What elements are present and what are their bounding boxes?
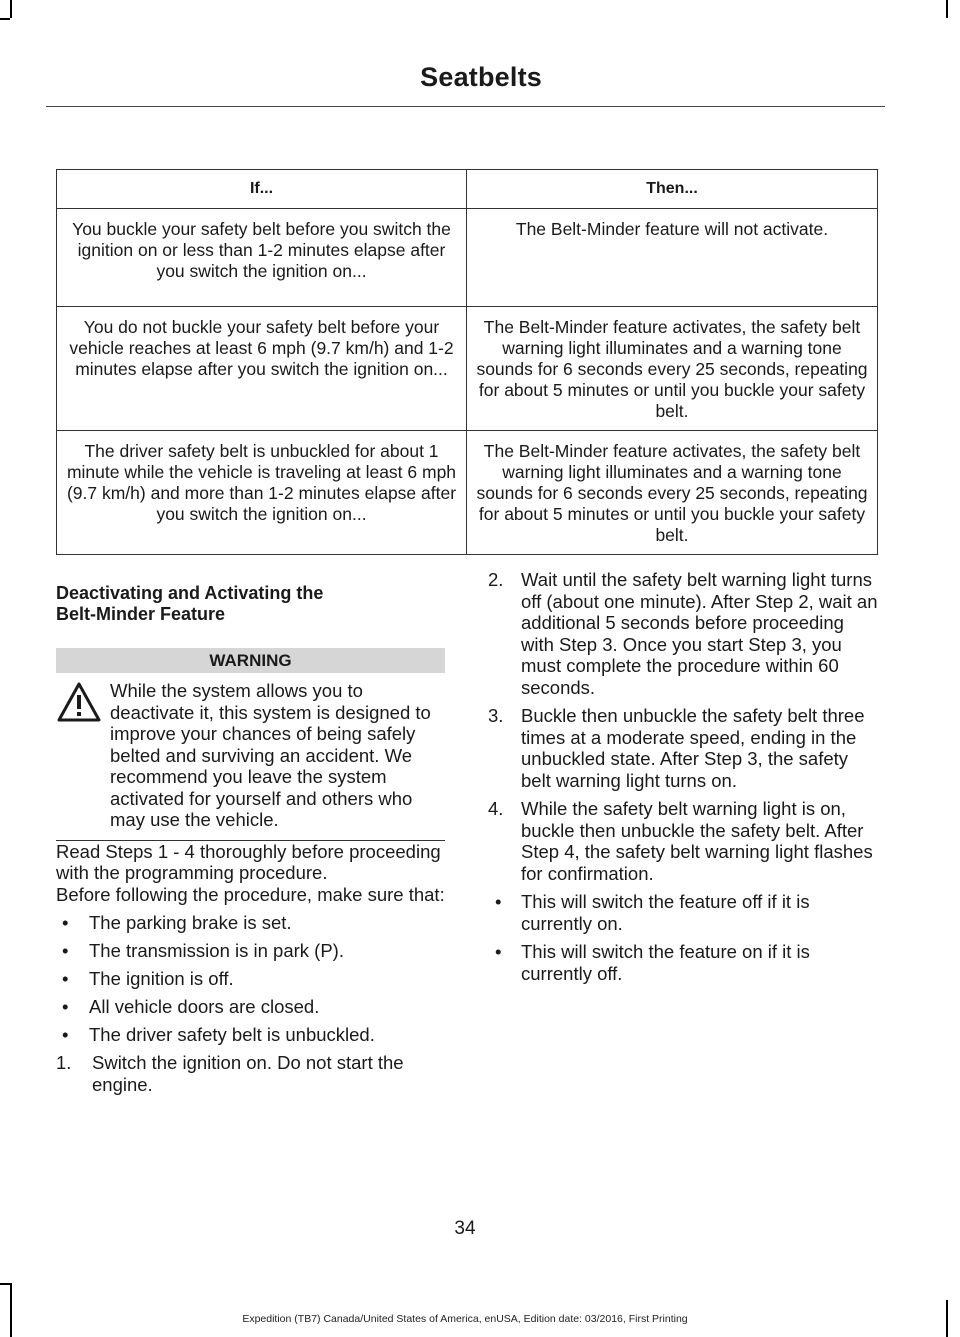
list-item-text: This will switch the feature on if it is currently off. (521, 941, 810, 984)
list-item (56, 940, 445, 962)
table-cell-then: The Belt-Minder feature will not activate. (467, 209, 878, 307)
page-title: Seatbelts (420, 62, 542, 92)
read-steps-text: Read Steps 1 - 4 thoroughly before proceeding with the programming procedure. (56, 840, 441, 883)
list-item-text: The parking brake is set. (89, 912, 292, 933)
bullet-mark: • (62, 940, 69, 961)
bullet-mark: • (62, 912, 69, 933)
table-header-row (57, 170, 878, 209)
step-item (485, 798, 878, 884)
table-cell-if: You buckle your safety belt before you switch the ignition on or less than 1-2 minutes elapse after you switch the ignition on... (57, 209, 467, 307)
crop-mark-top-right-vertical (946, 0, 948, 18)
warning-triangle-icon (56, 680, 102, 724)
left-column (56, 583, 445, 1102)
step-number: 1. (56, 1052, 72, 1073)
page-number: 34 (454, 1218, 476, 1239)
list-item (56, 912, 445, 934)
bullet-mark: • (62, 996, 69, 1017)
table-cell-if: You do not buckle your safety belt before your vehicle reaches at least 6 mph (9.7 km/h) and 1-2 minutes elapse after you switch the ignition on... (57, 307, 467, 431)
list-item-text: All vehicle doors are closed. (89, 996, 320, 1017)
list-item-text: This will switch the feature off if it is currently on. (521, 891, 810, 934)
list-item (56, 1024, 445, 1046)
bullet-mark: • (62, 1024, 69, 1045)
step-text: Buckle then unbuckle the safety belt three times at a moderate speed, ending in the unbuckled state. After Step 3, the safety belt warning light turns on. (521, 705, 865, 791)
prerequisite-list (56, 912, 445, 1046)
bullet-mark: • (495, 891, 502, 912)
table-cell-if: The driver safety belt is unbuckled for about 1 minute while the vehicle is traveling at least 6 mph (9.7 km/h) and more than 1-2 minutes elapse after you switch the ignition on... (57, 431, 467, 555)
section-heading-line-2: Belt-Minder Feature (56, 604, 226, 624)
list-item-text: The ignition is off. (89, 968, 234, 989)
crop-mark-bottom-left-horizontal (0, 1283, 12, 1285)
table-cell-then: The Belt-Minder feature activates, the safety belt warning light illuminates and a warning tone sounds for 6 seconds every 25 seconds, repeating for about 5 minutes or until you buckle your safety belt. (467, 307, 878, 431)
outcome-list (485, 891, 878, 984)
crop-mark-top-left-horizontal (0, 18, 10, 20)
table-cell-then: The Belt-Minder feature activates, the safety belt warning light illuminates and a warning tone sounds for 6 seconds every 25 seconds, repeating for about 5 minutes or until you buckle your safety belt. (467, 431, 878, 555)
step-list-part-2 (485, 569, 878, 884)
column-header-then: Then... (467, 170, 878, 209)
warning-box (56, 680, 445, 831)
step-item (485, 705, 878, 791)
section-heading (56, 583, 445, 625)
step-number: 3. (488, 705, 504, 726)
footer-text: Expedition (TB7) Canada/United States of America, enUSA, Edition date: 03/2016, First Printing (242, 1313, 688, 1325)
list-item-text: The transmission is in park (P). (89, 940, 344, 961)
column-header-if: If... (57, 170, 467, 209)
table-row (57, 307, 878, 431)
header-rule (46, 106, 885, 107)
warning-label: WARNING (56, 648, 445, 673)
right-column (485, 569, 878, 991)
bullet-mark: • (62, 968, 69, 989)
crop-mark-bottom-right-vertical (946, 1300, 948, 1337)
step-text: Switch the ignition on. Do not start the engine. (92, 1052, 404, 1095)
warning-text: While the system allows you to deactivate it, this system is designed to improve your chances of being safely belted and surviving an accident. We recommend you leave the system activated for yourself and others who may use the vehicle. (110, 680, 431, 830)
list-item (56, 996, 445, 1018)
section-heading-line-1: Deactivating and Activating the (56, 583, 324, 603)
bullet-mark: • (495, 941, 502, 962)
step-number: 2. (488, 569, 504, 590)
table-row (57, 209, 878, 307)
step-item (56, 1052, 445, 1095)
step-text: While the safety belt warning light is on, buckle then unbuckle the safety belt. After Step 4, the safety belt warning light flashes for confirmation. (521, 798, 873, 884)
step-list-part-1 (56, 1052, 445, 1095)
before-following-text: Before following the procedure, make sure that: (56, 883, 445, 905)
list-item (485, 941, 878, 984)
belt-minder-table (56, 169, 878, 555)
list-item (485, 891, 878, 934)
list-item (56, 968, 445, 990)
crop-mark-bottom-left-vertical (10, 1283, 12, 1337)
step-number: 4. (488, 798, 504, 819)
list-item-text: The driver safety belt is unbuckled. (89, 1024, 375, 1045)
table-row (57, 431, 878, 555)
crop-mark-top-left-vertical (10, 0, 12, 18)
step-item (485, 569, 878, 698)
step-text: Wait until the safety belt warning light turns off (about one minute). After Step 2, wait an additional 5 seconds before proceeding with Step 3. Once you start Step 3, you must complete the procedure within 60 seconds. (521, 569, 878, 698)
